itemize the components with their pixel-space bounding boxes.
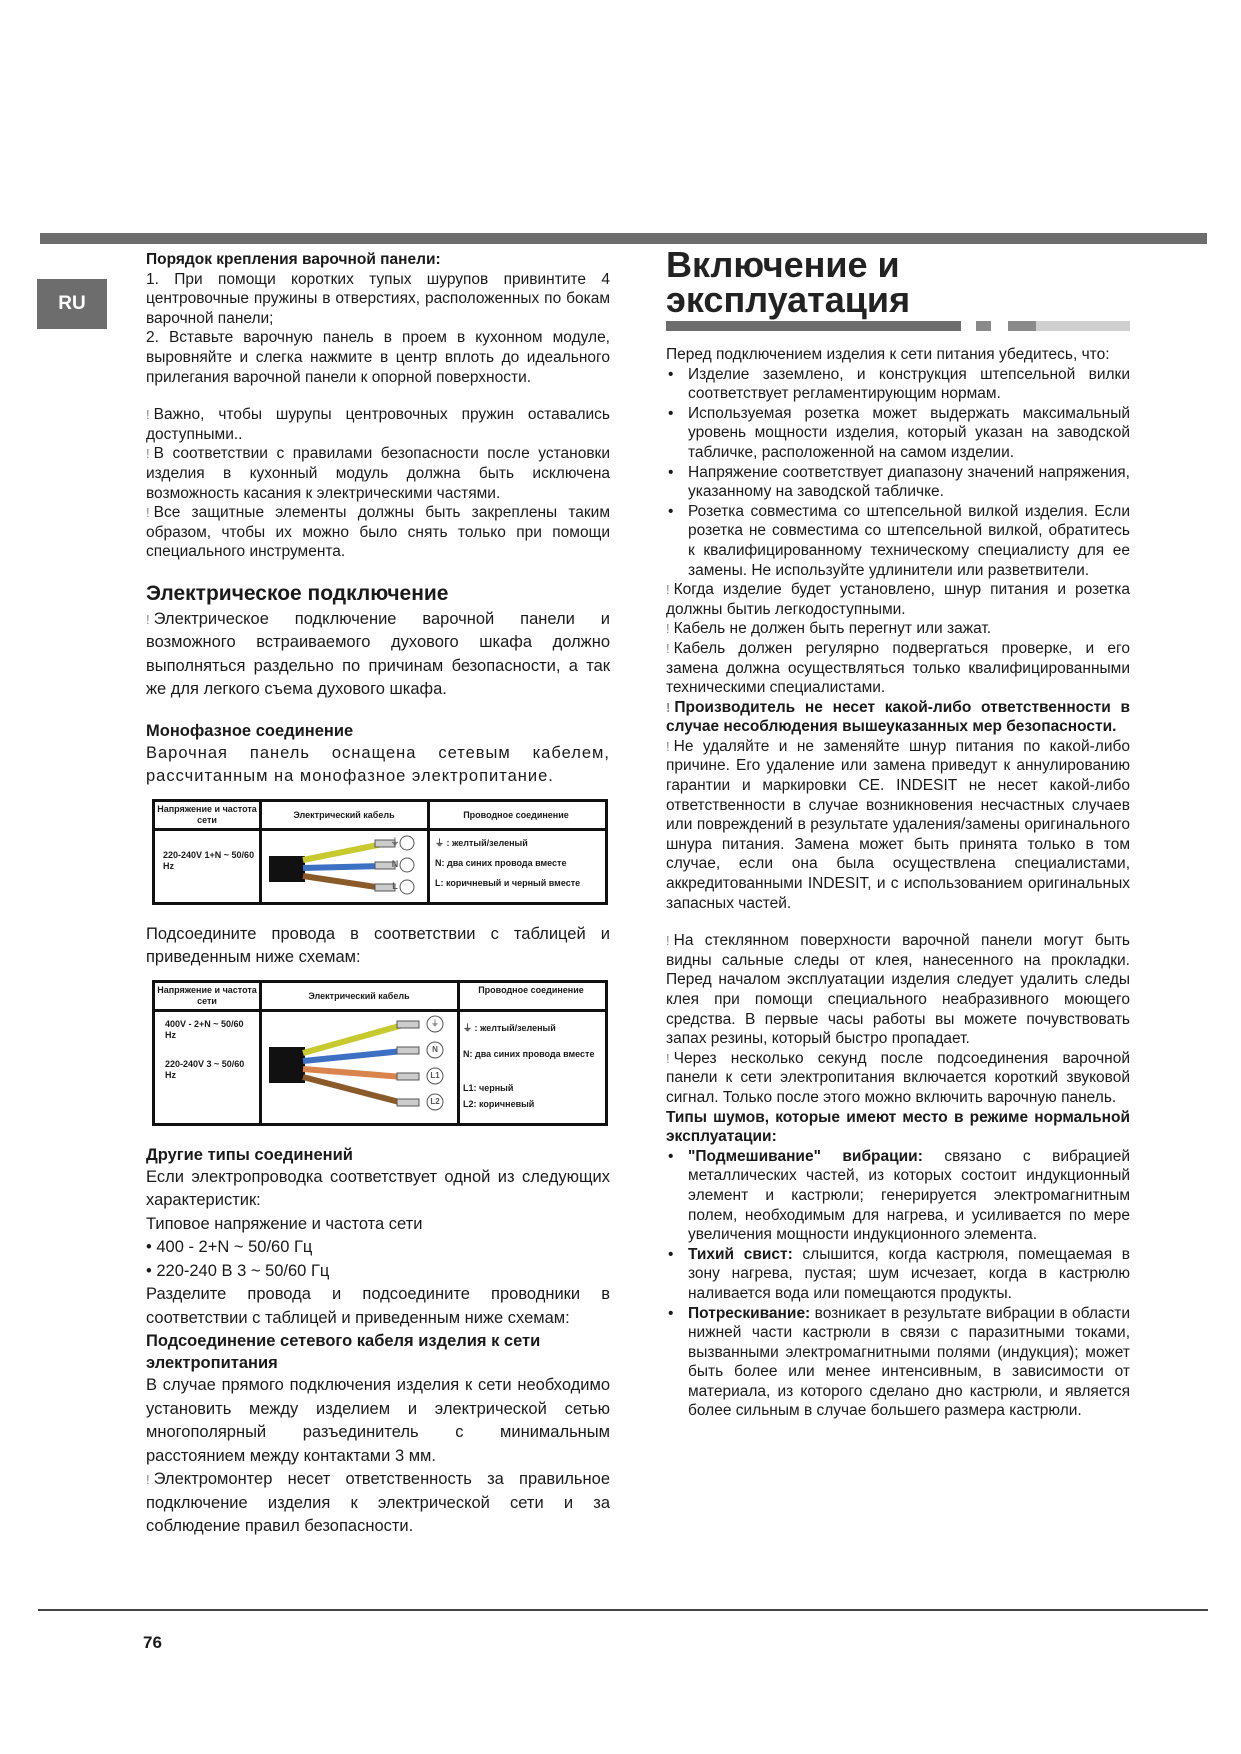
right-column [666, 244, 1130, 1421]
terminal-label: L2 [430, 1096, 440, 1106]
wire-neutral [303, 866, 383, 868]
header-cable: Электрический кабель [293, 809, 395, 820]
mount-step-2: 2. Вставьте варочную панель в проем в кухонном модуле, выровняйте и слегка нажмите в центр вплоть до идеального прилегания варочной панели к опорной поверхности. [146, 329, 610, 386]
list-item: • Используемая розетка может выдержать максимальный уровень мощности изделия, который указан на заводской табличке, расположенной на самом изделии. [666, 404, 1130, 463]
connection-row: L1: черный [463, 1082, 514, 1093]
warning-icon: ! [146, 446, 150, 462]
terminal-label: L1 [430, 1070, 440, 1080]
wire-tip [397, 1021, 419, 1028]
mount-step-1: 1. При помощи коротких тупых шурупов привинтите 4 центровочные пружины в отверстиях, расположенных по бокам варочной панели; [146, 270, 610, 327]
section-title-line-1: Включение и [666, 244, 900, 285]
voltage-label: 220-240V 3 ~ 50/60 Hz [165, 1058, 245, 1080]
voltage-label: 400V - 2+N ~ 50/60 Hz [165, 1018, 244, 1040]
list-item: • Потрескивание: возникает в результате вибрации в области нижней части кастрюли в связи с паразитными токами, вызванными электромагнитными полями (индукция); может быть более или менее интенсивным, в зависимости от материала, из которого сделано дно кастрюли, и является более сильным в случае большего размера кастрюли. [666, 1304, 1130, 1422]
warning-electrician: ! Электромонтер несет ответственность за правильное подключение изделия к электрической сети и за соблюдение правил безопасности. [146, 1470, 610, 1536]
electrical-heading: Электрическое подключение [146, 581, 449, 605]
wire-earth [303, 1025, 403, 1053]
connection-row: L: коричневый и черный вместе [435, 877, 581, 888]
warning-remove-cord: ! Не удаляйте и не заменяйте шнур питания по какой-либо причине. Его удаление или замена приведут к аннулированию гарантии и маркировки CE. INDESIT не несет какой-либо ответственности в случае возникновения несчастных случаев или повреждений в результате удаления/замены оригинального шнура питания. Замена может быть принята только в том случае, если она была осуществлена специалистами, аккредитованными INDESIT, и с использованием оригинальных запасных частей. [666, 737, 1130, 912]
other-connections-text: Если электропроводка соответствует одной из следующих характеристик: [146, 1167, 610, 1210]
list-item: • Изделие заземлено, и конструкция штепсельной вилки соответствует регламентирующим нормам. [666, 365, 1130, 404]
terminal-label: N [432, 1044, 438, 1054]
wire-tip [397, 1073, 419, 1080]
top-rule [40, 233, 1207, 244]
bottom-rule [38, 1609, 1208, 1611]
noise-heading: Типы шумов, которые имеют место в режиме нормальной эксплуатации: [666, 1108, 1130, 1146]
list-item: • Тихий свист: слышится, когда кастрюля, помещаемая в зону нагрева, пустая; шум исчезает, когда в кастрюлю наливается вода или помещаются продукты. [666, 1245, 1130, 1304]
wire-tip [397, 1047, 419, 1054]
monophase-text: Варочная панель оснащена сетевым кабелем, рассчитанным на монофазное электропитание. [146, 743, 610, 786]
wiring-diagram-single-phase [152, 799, 608, 905]
other-connections-heading: Другие типы соединений [146, 1145, 353, 1164]
monophase-heading: Монофазное соединение [146, 721, 354, 740]
connection-row: ⏚ : желтый/зеленый [435, 837, 528, 848]
direct-connection-heading: Подсоединение сетевого кабеля изделия к сети электропитания [146, 1332, 541, 1373]
warning-icon: ! [146, 611, 150, 627]
connection-row: N: два синих провода вместе [435, 857, 567, 868]
warning-icon: ! [146, 407, 150, 423]
warning-cord: ! Когда изделие будет установлено, шнур питания и розетка должны бытиь легкодоступными. [666, 581, 1130, 618]
direct-connection-text: В случае прямого подключения изделия к сети необходимо установить между изделием и электрической сетью многополярный разъединитель с минимальным расстоянием между контактами 3 мм. [146, 1376, 610, 1465]
warning-icon: ! [666, 621, 670, 637]
cable-sheath [269, 856, 305, 882]
wire-earth [303, 844, 383, 860]
warning-safety: ! В соответствии с правилами безопасности после установки изделия в кухонный модуль должна быть исключена возможность касания к электрическими частями. [146, 445, 610, 502]
wiring-diagram-multi-phase [152, 980, 608, 1126]
warning-check: ! Кабель должен регулярно подвергаться проверке, и его замена должна осуществляться только квалифицированными техническими специалистами. [666, 639, 1130, 697]
electrical-text: ! Электрическое подключение варочной панели и возможного встраиваемого духового шкафа должно выполняться раздельно по причинам безопасности, а так же для легкого съема духового шкафа. [146, 609, 610, 699]
warning-glass: ! На стеклянном поверхности варочной панели могут быть видны сальные следы от клея, нанесенного на прокладки. Перед началом эксплуатации изделия следует удалить следы клея при помощи специального неабразивного моющего средства. В первые часы работы вы можете почувствовать запах резины, который быстро пропадает. [666, 932, 1130, 1048]
terminal-label: ⏚ [431, 1018, 439, 1028]
voltage-option: • 400 - 2+N ~ 50/60 Гц [146, 1238, 313, 1257]
cable-sheath [269, 1047, 305, 1083]
wire-live [303, 876, 383, 888]
wire-neutral [303, 1051, 403, 1061]
warning-liability: ! Производитель не несет какой-либо ответственности в случае несоблюдения вышеуказанных мер безопасности. [666, 698, 1130, 736]
warning-icon: ! [666, 640, 670, 656]
intro-text: Перед подключением изделия к сети питания убедитесь, что: [666, 346, 1110, 363]
warning-icon: ! [146, 1472, 150, 1488]
warning-icon: ! [146, 505, 150, 521]
voltage-label: 220-240V 1+N ~ 50/60 Hz [163, 849, 255, 871]
warning-icon: ! [666, 933, 670, 949]
voltage-option: • 220-240 В 3 ~ 50/60 Гц [146, 1261, 330, 1280]
warning-icon: ! [666, 738, 670, 754]
section-title-line-2: эксплуатация [666, 279, 911, 320]
title-underline [666, 321, 1130, 331]
terminal-label: L [392, 880, 398, 891]
list-item: • "Подмешивание" вибрации: связано с вибрацией металлических частей, из которых состоит индукционный элемент и кастрюли; генерируется электромагнитным полем, необходимым для нагрева, и усиливается по мере увеличения мощности индукционного элемента. [666, 1147, 1130, 1245]
page-number: 76 [143, 1633, 162, 1652]
left-column [146, 250, 610, 1539]
header-voltage: Напряжение и частота сети [157, 984, 257, 1006]
warning-screws: ! Важно, чтобы шурупы центровочных пружин оставались доступными.. [146, 406, 610, 443]
wire-tip [397, 1099, 419, 1106]
connection-row: ⏚ : желтый/зеленый [463, 1022, 556, 1033]
header-connection: Проводное соединение [478, 984, 584, 995]
header-voltage: Напряжение и частота сети [157, 803, 257, 825]
warning-beep: ! Через несколько секунд после подсоединения варочной панели к сети электропитания включается короткий звуковой сигнал. Только после этого можно включить варочную панель. [666, 1049, 1130, 1106]
language-badge: RU [37, 279, 107, 329]
checklist [666, 365, 1130, 581]
connection-row: L2: коричневый [463, 1098, 535, 1109]
connect-instructions: Подсоедините провода в соответствии с таблицей и приведенным ниже схемам: [146, 924, 610, 967]
warning-icon: ! [666, 699, 671, 715]
warning-protection: ! Все защитные элементы должны быть закреплены таким образом, чтобы их можно было снять только при помощи специального инструмента. [146, 504, 610, 561]
terminal-label: ⏚ [390, 836, 400, 847]
noise-list [666, 1147, 1130, 1421]
mount-title: Порядок крепления варочной панели: [146, 251, 441, 268]
list-item: • Напряжение соответствует диапазону значений напряжения, указанному на заводской табличке. [666, 463, 1130, 502]
header-cable: Электрический кабель [308, 990, 410, 1001]
wire-l2 [303, 1077, 403, 1103]
warning-icon: ! [666, 1050, 670, 1066]
typical-voltage-label: Типовое напряжение и частота сети [146, 1214, 423, 1233]
split-wires-text: Разделите провода и подсоедините проводники в соответствии с таблицей и приведенным ниже схемам: [146, 1285, 610, 1327]
wire-l1 [303, 1069, 403, 1077]
terminal-label: N [391, 858, 399, 869]
warning-bend: ! Кабель не должен быть перегнут или зажат. [666, 620, 992, 638]
header-connection: Проводное соединение [463, 809, 569, 820]
connection-row: N: два синих провода вместе [463, 1048, 595, 1059]
warning-icon: ! [666, 582, 670, 598]
list-item: • Розетка совместима со штепсельной вилкой изделия. Если розетка не совместима со штепсельной вилкой, обратитесь к квалифицированному техническому специалисту для ее замены. Не используйте удлинители или разветвители. [666, 502, 1130, 580]
